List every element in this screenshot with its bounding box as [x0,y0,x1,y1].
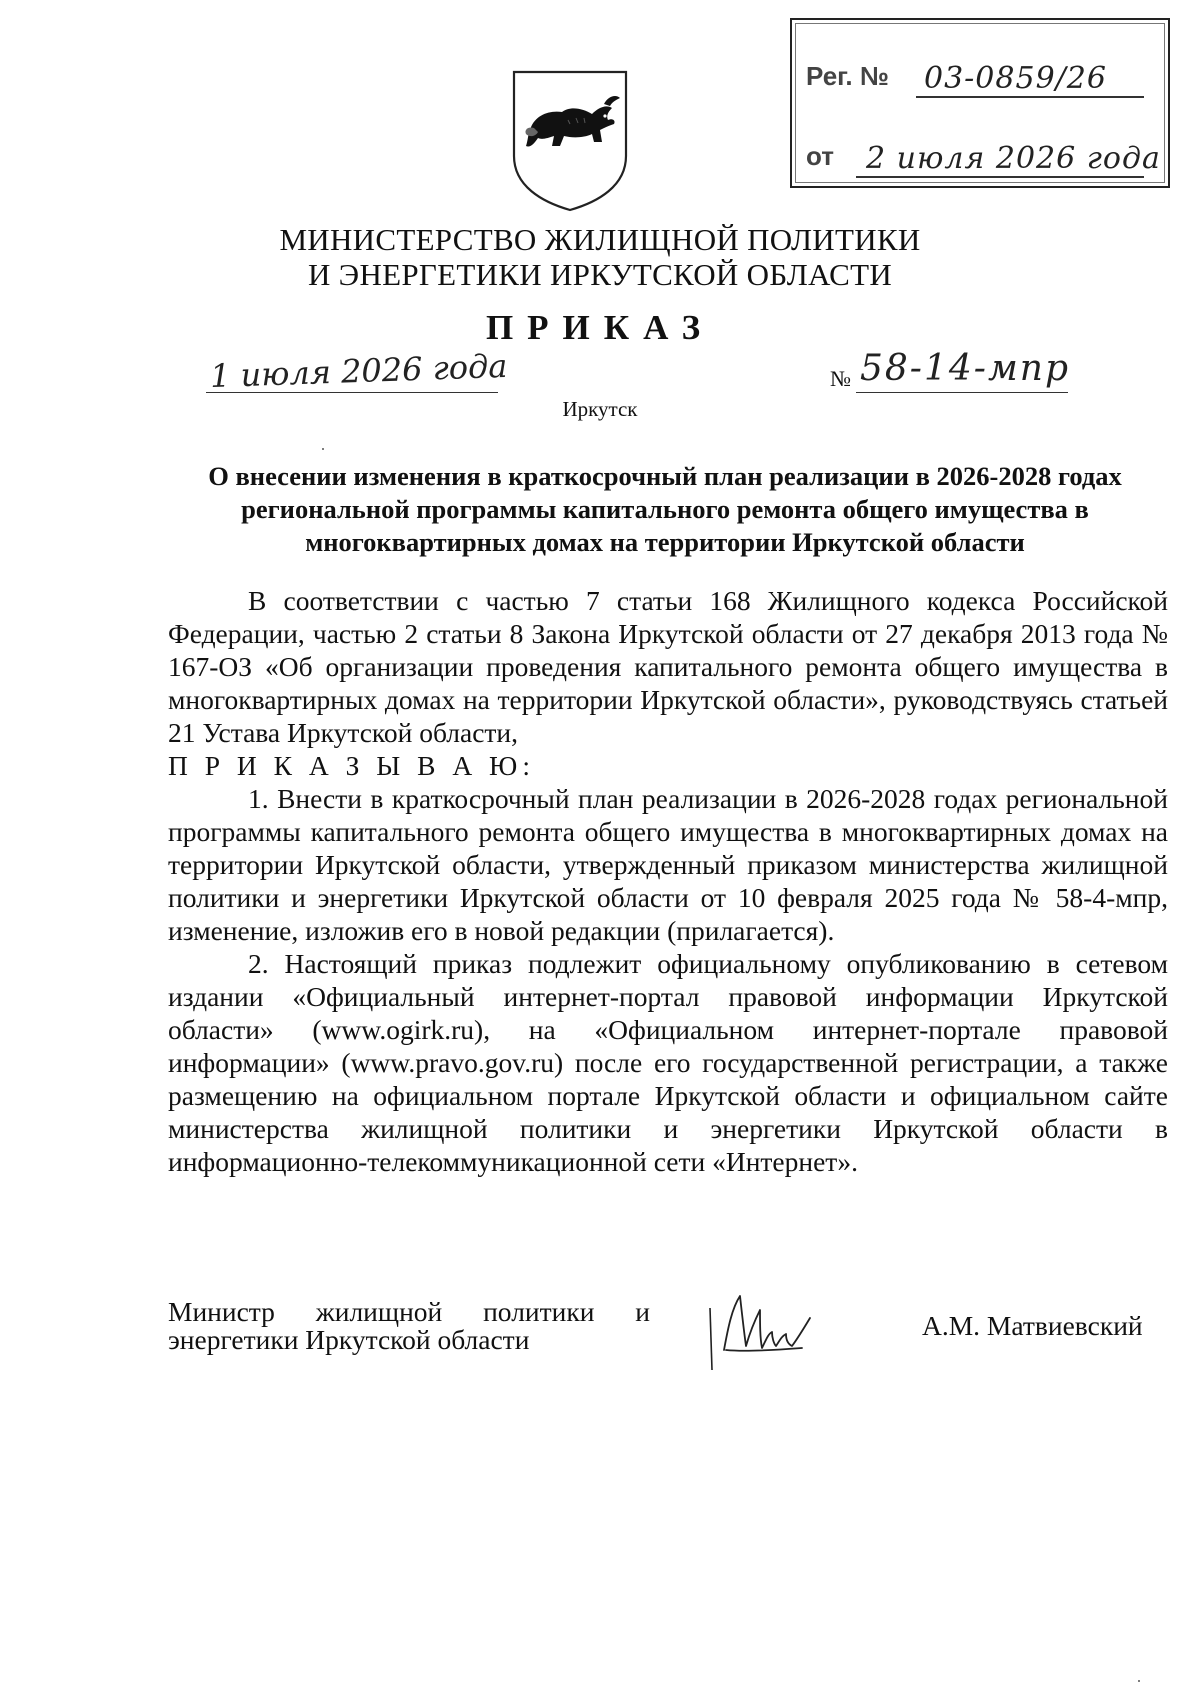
document-type: ПРИКАЗ [485,308,715,347]
order-subject [160,460,1170,559]
stamp-reg-number: 03-0859/26 [924,61,1107,96]
order-body [168,584,1168,1178]
stamp-date-label: от [806,141,834,171]
subject-line-3: многоквартирных домах на территории Иркутской области [305,527,1025,557]
stamp-reg-rule [916,96,1144,98]
order-date-rule [206,392,498,393]
order-number-handwritten: 58-14-мпр [860,348,1071,389]
number-sign: № [830,366,851,391]
scan-speck [1138,1680,1140,1682]
stamp-reg-line [806,50,1154,98]
stamp-date-value: 2 июля 2026 года [866,141,1161,176]
signatory-position-line-1: Министр жилищной политики и [168,1296,650,1327]
signatory-position [168,1298,650,1354]
ministry-name [0,222,1200,292]
city: Иркутск [562,397,638,421]
ministry-line-2: И ЭНЕРГЕТИКИ ИРКУТСКОЙ ОБЛАСТИ [307,257,893,292]
order-date-handwritten: 1 июля 2026 года [209,346,509,396]
subject-line-1: О внесении изменения в краткосрочный план реализации в 2026-2028 годах [208,461,1122,491]
order-item-1: 1. Внести в краткосрочный план реализации в 2026-2028 годах региональной программы капитального ремонта общего имущества в многоквартирных домах на территории Иркутской области, утвержденный приказом министерства жилищной политики и энергетики Иркутской области от 10 февраля 2025 года № 58-4-мпр, изменение, изложив его в новой редакции (прилагается). [168,783,1168,946]
signatory-position-line-2: энергетики Иркутской области [168,1324,530,1355]
order-directive: П Р И К А З Ы В А Ю: [168,750,535,781]
stamp-reg-label: Рег. № [806,61,889,91]
coat-of-arms-icon [508,68,632,212]
handwritten-signature [706,1288,846,1378]
registration-stamp [790,18,1170,188]
ministry-line-1: МИНИСТЕРСТВО ЖИЛИЩНОЙ ПОЛИТИКИ [279,222,921,257]
stamp-date-line [806,130,1161,178]
order-number-rule [856,392,1068,393]
signatory-name: А.М. Матвиевский [922,1310,1143,1341]
preamble-paragraph: В соответствии с частью 7 статьи 168 Жилищного кодекса Российской Федерации, частью 2 статьи 8 Закона Иркутской области от 27 декабря 2013 года № 167-ОЗ «Об организации проведения капитального ремонта общего имущества в многоквартирных домах на территории Иркутской области», руководствуясь статьей 21 Устава Иркутской области, [168,585,1168,748]
subject-line-2: региональной программы капитального ремонта общего имущества в [241,494,1089,524]
order-item-2: 2. Настоящий приказ подлежит официальному опубликованию в сетевом издании «Официальный интернет-портал правовой информации Иркутской области» (www.ogirk.ru), на «Официальном интернет-портале правовой информации» (www.pravo.gov.ru) после его государственной регистрации, а также размещению на официальном портале Иркутской области и официальном сайте министерства жилищной политики и энергетики Иркутской области в информационно-телекоммуникационной сети «Интернет». [168,948,1168,1177]
stamp-date-rule [856,176,1144,178]
scan-speck [322,448,324,450]
